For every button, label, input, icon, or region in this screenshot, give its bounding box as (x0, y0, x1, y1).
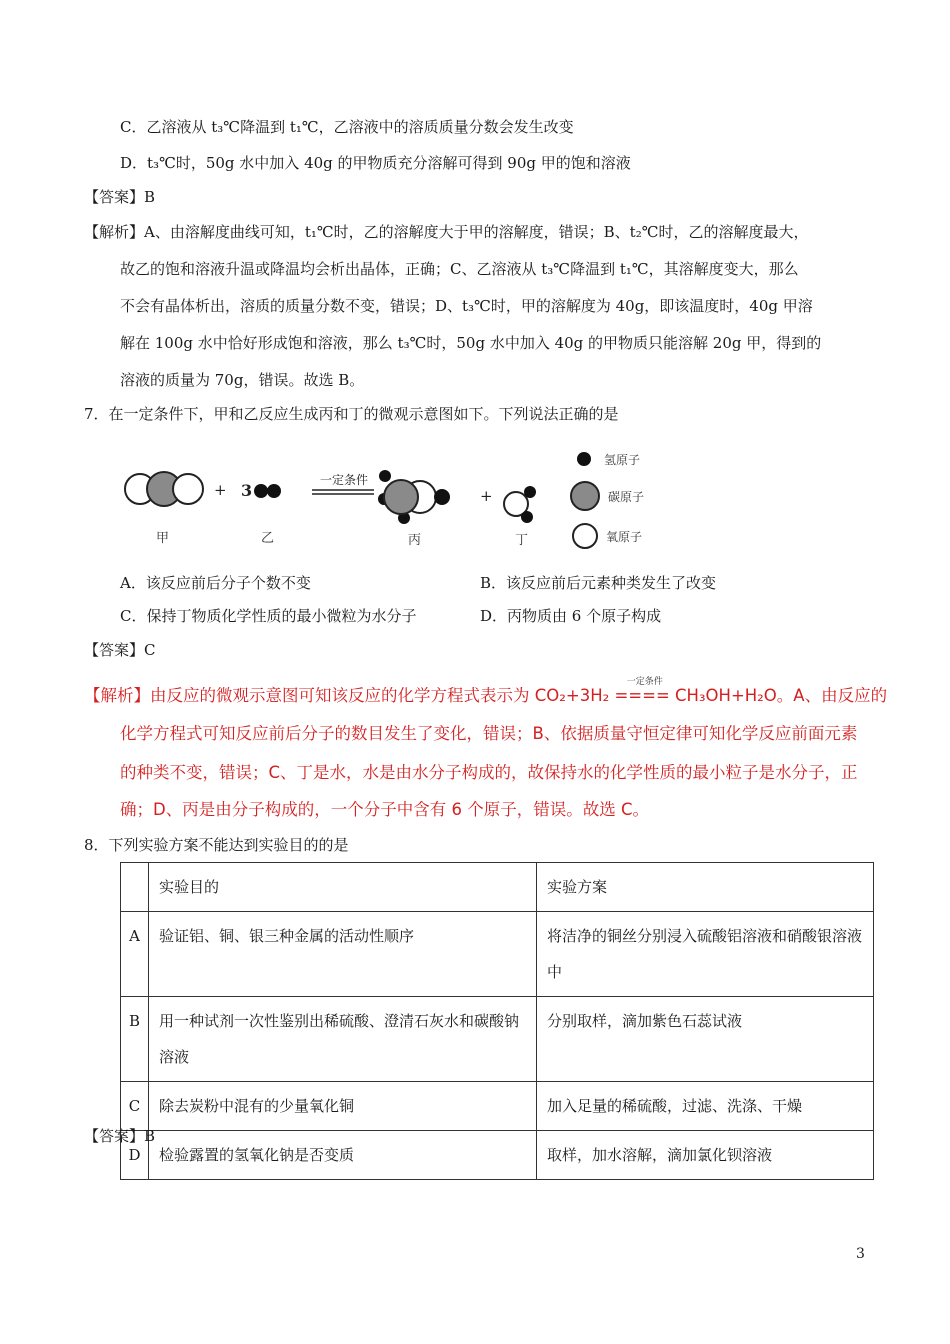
q6-answer: 【答案】B (84, 188, 156, 206)
legend-hydrogen: 氢原子 (604, 453, 641, 467)
header-cell: 实验目的 (149, 863, 537, 912)
q6-analysis-line: 解在 100g 水中恰好形成饱和溶液，那么 t₃℃时，50g 水中加入 40g 的甲物质只能溶解 20g 甲，得到的 (120, 334, 822, 352)
label-bing: 丙 (408, 533, 422, 548)
row-label: B (121, 997, 149, 1082)
header-cell (121, 863, 149, 912)
label-ding: 丁 (515, 533, 529, 548)
q6-option-c: C．乙溶液从 t₃℃降温到 t₁℃，乙溶液中的溶质质量分数会发生改变 (120, 118, 574, 136)
q7-analysis-line: 确；D、丙是由分子构成的，一个分子中含有 6 个原子，错误。故选 C。 (120, 800, 649, 819)
q6-analysis-line: 溶液的质量为 70g，错误。故选 B。 (120, 371, 365, 389)
coefficient: 3 (241, 481, 253, 500)
q8-stem: 8．下列实验方案不能达到实验目的的是 (84, 836, 349, 854)
molecule-co2 (125, 472, 203, 506)
analysis-suffix: 。A、由反应的 (776, 686, 888, 705)
legend-carbon: 碳原子 (608, 490, 645, 504)
page-number: 3 (856, 1246, 865, 1262)
reaction-diagram (118, 440, 678, 560)
row-label: C (121, 1082, 149, 1131)
analysis-prefix: 【解析】由反应的微观示意图可知该反应的化学方程式表示为 (84, 686, 535, 705)
molecule-ch3oh (378, 470, 450, 524)
experiment-table (120, 862, 874, 1180)
q7-analysis-line: 的种类不变，错误；C、丁是水，水是由水分子构成的，故保持水的化学性质的最小粒子是水分子，正 (120, 763, 858, 782)
q7-analysis-first-line (84, 677, 888, 706)
q6-analysis-line: 【解析】A、由溶解度曲线可知，t₁℃时，乙的溶解度大于甲的溶解度，错误；B、t₂℃时，乙的溶解度最大， (84, 223, 809, 241)
q7-option-a: A．该反应前后分子个数不变 (120, 574, 311, 592)
purpose-cell: 除去炭粉中混有的少量氧化铜 (149, 1082, 537, 1131)
table-row (121, 997, 874, 1082)
legend-oxygen: 氧原子 (606, 530, 643, 544)
row-label: A (121, 912, 149, 997)
q7-option-b: B．该反应前后元素种类发生了改变 (480, 574, 717, 592)
table-row (121, 1082, 874, 1131)
header-cell: 实验方案 (537, 863, 874, 912)
q6-analysis-line: 不会有晶体析出，溶质的质量分数不变，错误；D、t₃℃时，甲的溶解度为 40g，即该温度时，40g 甲溶 (120, 297, 813, 315)
plan-cell: 将洁净的铜丝分别浸入硫酸铝溶液和硝酸银溶液中 (537, 912, 874, 997)
q7-stem: 7．在一定条件下，甲和乙反应生成丙和丁的微观示意图如下。下列说法正确的是 (84, 405, 619, 423)
table-header-row (121, 863, 874, 912)
row-label: D (121, 1131, 149, 1180)
table-row (121, 1131, 874, 1180)
q7-option-c: C．保持丁物质化学性质的最小微粒为水分子 (120, 607, 417, 625)
q6-option-d: D．t₃℃时，50g 水中加入 40g 的甲物质充分溶解可得到 90g 甲的饱和溶液 (120, 154, 631, 172)
q7-analysis-line: 化学方程式可知反应前后分子的数目发生了变化，错误；B、依据质量守恒定律可知化学反应前面元素 (120, 724, 858, 743)
equation-condition: 一定条件 (626, 677, 663, 687)
plus-sign: + (214, 481, 227, 499)
reaction-condition: 一定条件 (320, 473, 369, 487)
plus-sign: + (480, 487, 493, 505)
equation-text: CO₂+3H₂ ==== CH₃OH+H₂O (534, 686, 777, 705)
plan-cell: 分别取样，滴加紫色石蕊试液 (537, 997, 874, 1082)
purpose-cell: 检验露置的氢氧化钠是否变质 (149, 1131, 537, 1180)
plan-cell: 取样，加水溶解，滴加氯化钡溶液 (537, 1131, 874, 1180)
label-jia: 甲 (156, 531, 170, 546)
purpose-cell: 用一种试剂一次性鉴别出稀硫酸、澄清石灰水和碳酸钠溶液 (149, 997, 537, 1082)
q8-answer: 【答案】B (84, 1127, 156, 1145)
q6-analysis-line: 故乙的饱和溶液升温或降温均会析出晶体，正确；C、乙溶液从 t₃℃降温到 t₁℃，其溶解度变大，那么 (120, 260, 799, 278)
molecule-h2 (254, 484, 281, 498)
purpose-cell: 验证铝、铜、银三种金属的活动性顺序 (149, 912, 537, 997)
legend (571, 452, 644, 548)
label-yi: 乙 (261, 531, 275, 546)
plan-cell: 加入足量的稀硫酸，过滤、洗涤、干燥 (537, 1082, 874, 1131)
table-row (121, 912, 874, 997)
chemical-equation (534, 677, 777, 706)
q7-answer: 【答案】C (84, 641, 156, 659)
molecule-h2o (504, 486, 536, 523)
q7-option-d: D．丙物质由 6 个原子构成 (480, 607, 662, 625)
